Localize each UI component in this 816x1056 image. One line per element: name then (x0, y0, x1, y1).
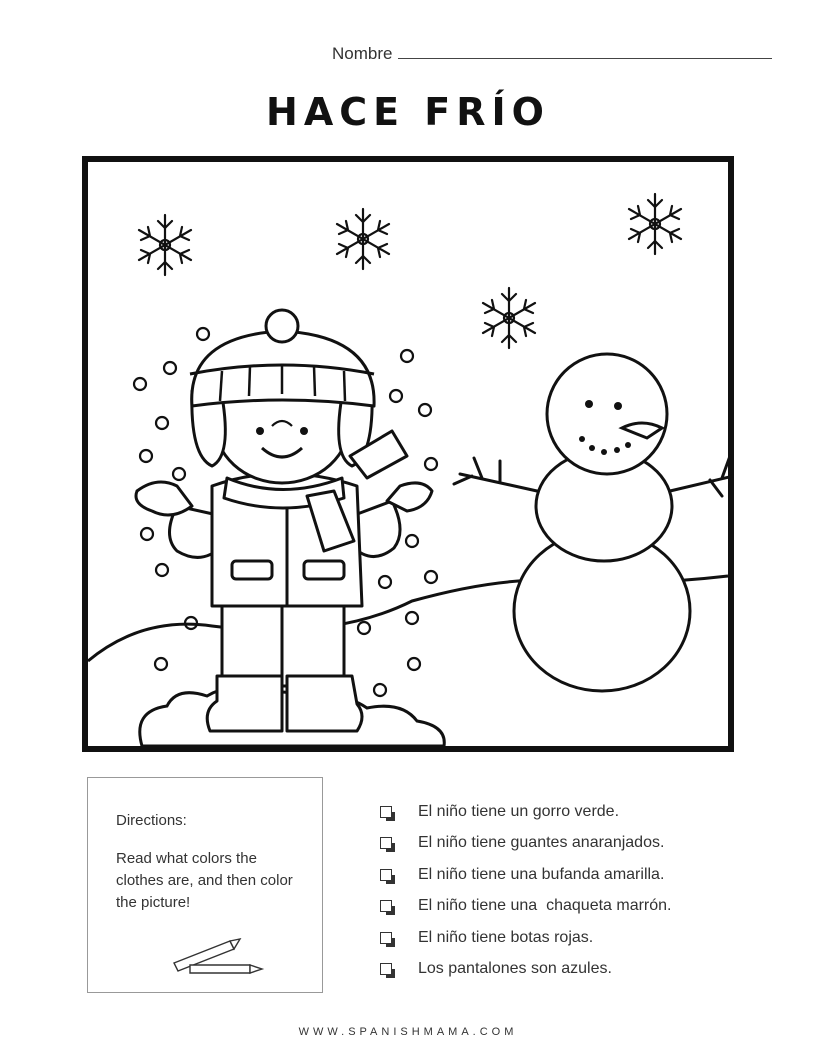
checklist-item-text: El niño tiene una chaqueta marrón. (418, 897, 672, 915)
checkbox-icon[interactable] (380, 806, 392, 818)
footer-url: WWW.SPANISHMAMA.COM (298, 1026, 518, 1038)
checklist-item-text: El niño tiene guantes anaranjados. (418, 834, 665, 852)
checklist-item-text: El niño tiene un gorro verde. (418, 802, 620, 820)
checklist (380, 796, 672, 985)
checklist-item (380, 954, 672, 986)
name-row (332, 40, 772, 64)
checklist-item (380, 859, 672, 891)
checkbox-icon[interactable] (380, 837, 392, 849)
name-field-line[interactable] (398, 58, 772, 59)
checkbox-icon[interactable] (380, 932, 392, 944)
checklist-item (380, 828, 672, 860)
page-title: HACE FRÍO (266, 90, 550, 134)
directions-heading: Directions: (116, 812, 187, 829)
checklist-item (380, 922, 672, 954)
checklist-item-text: El niño tiene una bufanda amarilla. (418, 865, 665, 883)
checkbox-icon[interactable] (380, 869, 392, 881)
directions-box (87, 777, 323, 993)
crayons-icon (170, 933, 270, 979)
name-label: Nombre (332, 44, 393, 63)
checklist-item-text: El niño tiene botas rojas. (418, 928, 594, 946)
directions-text: Read what colors the clothes are, and then color the picture! (116, 850, 293, 911)
checklist-item (380, 891, 672, 923)
checklist-item (380, 796, 672, 828)
checkbox-icon[interactable] (380, 900, 392, 912)
checkbox-icon[interactable] (380, 963, 392, 975)
checklist-item-text: Los pantalones son azules. (418, 960, 612, 978)
scene-illustration (82, 156, 734, 752)
coloring-scene (82, 156, 734, 752)
